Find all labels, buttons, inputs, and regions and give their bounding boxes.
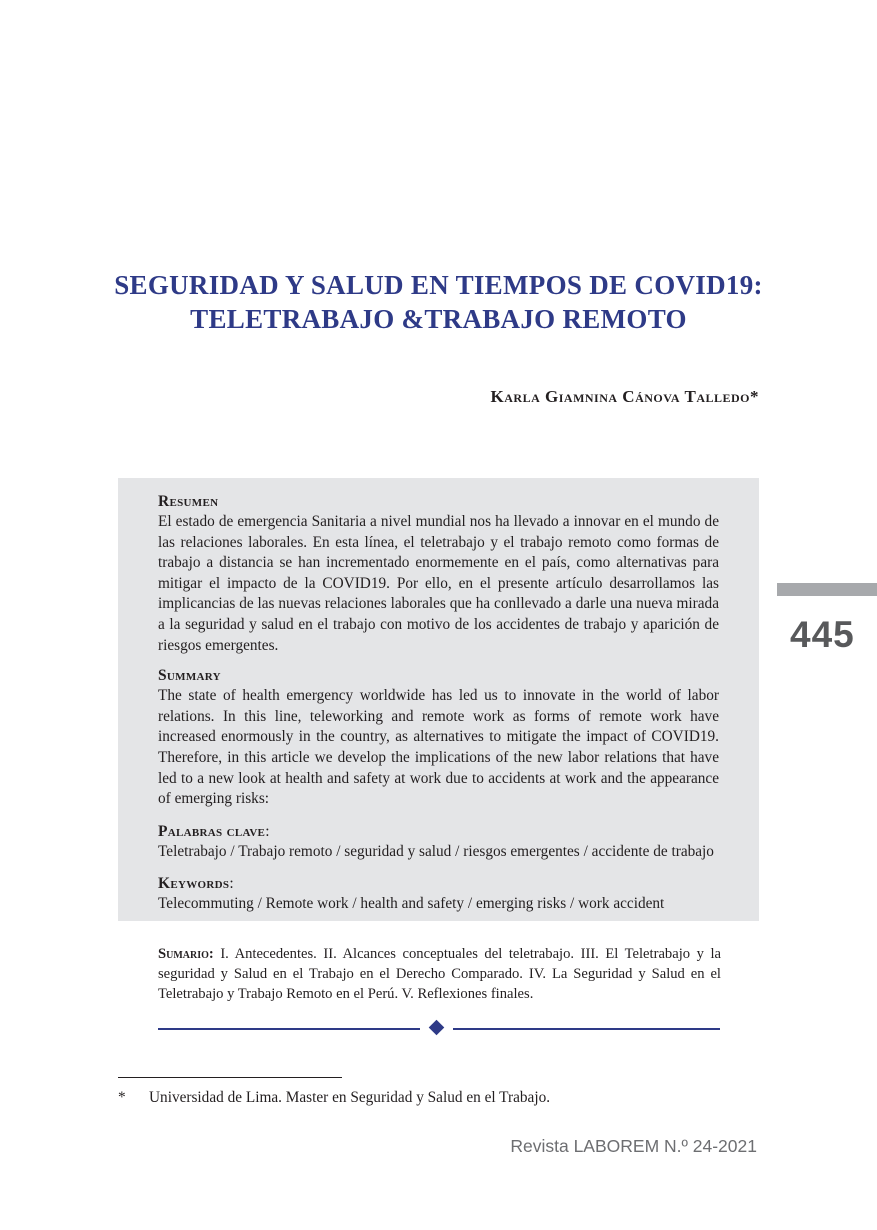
- abstract-box: [118, 478, 759, 921]
- sumario-label: Sumario:: [158, 946, 214, 962]
- summary-text: The state of health emergency worldwide has led us to innovate in the world of labor relations. In this line, teleworking and remote work as forms of remote work have increased enormously in the country, as alternatives to mitigate the impact of COVID19. Therefore, in this article we develop the implications of the new labor relations that have led to a new look at health and safety at work due to accidents at work and the appearance of emerging risks:: [158, 687, 719, 808]
- sumario-text: I. Antecedentes. II. Alcances conceptuales del teletrabajo. III. El Teletrabajo y la seguridad y Salud en el Trabajo en el Derecho Comparado. IV. La Seguridad y Salud en el Teletrabajo y Trabajo Remoto en el Perú. V. Reflexiones finales.: [158, 946, 721, 1002]
- divider-right: [453, 1028, 720, 1030]
- sumario: [158, 944, 721, 1004]
- footnote-rule: [118, 1077, 342, 1078]
- summary-heading: Summary: [158, 667, 221, 685]
- palabras-clave-heading: [158, 822, 719, 842]
- keywords-colon: :: [229, 875, 234, 893]
- palabras-clave-colon: :: [265, 822, 270, 840]
- journal-footer: Revista LABOREM N.º 24-2021: [510, 1136, 757, 1156]
- title-line-1: SEGURIDAD Y SALUD EN TIEMPOS DE COVID19:: [114, 270, 763, 300]
- keywords-label: Keywords: [158, 875, 230, 893]
- resumen-text: El estado de emergencia Sanitaria a nivel mundial nos ha llevado a innovar en el mundo de las relaciones laborales. En esta línea, el teletrabajo y el trabajo remoto como formas de trabajo a distancia se han incrementado enormemente en el país, como alternativas para mitigar el impacto de la COVID19. Por ello, en el presente artículo desarrollamos las implicancias de las nuevas relaciones laborales que ha conllevado a darle una nueva mirada a la seguridad y salud en el trabajo con motivo de los accidentes de trabajo y aparición de riesgos emergentes.: [158, 513, 719, 654]
- page-tab-bar: [777, 583, 877, 596]
- footnote: [118, 1088, 759, 1108]
- palabras-clave-label: Palabras clave: [158, 822, 266, 840]
- author-name: Karla Giamnina Cánova Talledo*: [490, 387, 759, 406]
- keywords-text: Telecommuting / Remote work / health and safety / emerging risks / work accident: [158, 895, 665, 913]
- keywords-heading: [158, 874, 719, 894]
- divider-left: [158, 1028, 420, 1030]
- article-title: [0, 268, 877, 336]
- resumen-heading: Resumen: [158, 493, 219, 510]
- diamond-ornament-icon: [429, 1020, 445, 1036]
- palabras-clave-text: Teletrabajo / Trabajo remoto / seguridad y salud / riesgos emergentes / accidente de trabajo: [158, 842, 714, 860]
- page-number: 445: [790, 614, 855, 655]
- footnote-text: Universidad de Lima. Master en Seguridad y Salud en el Trabajo.: [149, 1089, 551, 1106]
- footnote-mark: *: [118, 1089, 126, 1106]
- title-line-2: TELETRABAJO &TRABAJO REMOTO: [190, 304, 687, 334]
